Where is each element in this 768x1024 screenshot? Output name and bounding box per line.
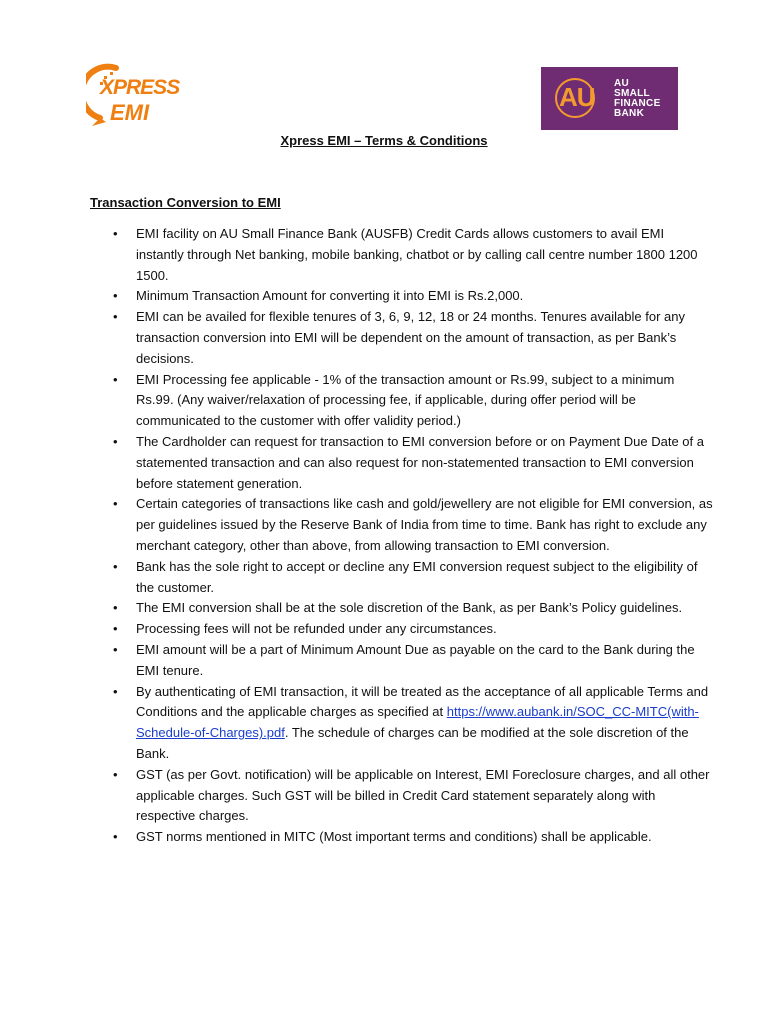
term-text: Processing fees will not be refunded under any circumstances.	[136, 621, 497, 637]
term-text: The Cardholder can request for transaction to EMI conversion before or on Payment Due Date of a statemented transaction and can also request for non-statemented transaction to EMI conversion before statement generation.	[136, 433, 704, 491]
svg-text:XPRESS	[99, 76, 180, 99]
term-text: By authenticating of EMI transaction, it will be treated as the acceptance of all applicable Terms and Conditions and the applicable charges as specified at	[136, 683, 709, 720]
list-item	[136, 432, 714, 494]
au-logo-line-2: SMALL	[614, 88, 650, 99]
term-text: . The schedule of charges can be modified at the sole discretion of the Bank.	[136, 725, 689, 761]
au-bank-logo	[541, 67, 678, 130]
svg-text:EMI	[110, 100, 150, 125]
au-logo-line-3: FINANCE	[614, 98, 661, 109]
term-text: Certain categories of transactions like cash and gold/jewellery are not eligible for EMI conversion, as per guidelines issued by the Reserve Bank of India from time to time. Bank has right to exclude any merchant category, other than above, from allowing transaction to EMI conversion.	[136, 496, 713, 553]
au-logo-mark: AU	[559, 82, 595, 112]
au-logo-line-1: AU	[614, 78, 630, 89]
term-text: EMI can be availed for flexible tenures of 3, 6, 9, 12, 18 or 24 months. Tenures available for any transaction conversion into EMI will be dependent on the amount of transaction, as per Bank’s decisions.	[136, 309, 685, 366]
list-item	[136, 557, 714, 599]
xpress-logo-line1: XPRESS	[100, 76, 180, 99]
schedule-of-charges-link[interactable]: https://www.aubank.in/SOC_CC-MITC(with-Schedule-of-Charges).pdf	[136, 704, 699, 741]
list-item	[136, 619, 714, 640]
term-text: Minimum Transaction Amount for converting it into EMI is Rs.2,000.	[136, 288, 524, 304]
xpress-logo-line2: EMI	[110, 100, 150, 125]
term-text: GST norms mentioned in MITC (Most important terms and conditions) shall be applicable.	[136, 829, 652, 845]
au-logo-wordmark	[614, 79, 661, 119]
list-item	[136, 224, 714, 286]
au-logo-line-4: BANK	[614, 108, 645, 119]
xpress-emi-logo	[86, 60, 198, 130]
term-text: EMI amount will be a part of Minimum Amount Due as payable on the card to the Bank during the EMI tenure.	[136, 641, 695, 678]
document-title: Xpress EMI – Terms & Conditions	[280, 133, 488, 148]
term-text: EMI Processing fee applicable - 1% of the transaction amount or Rs.99, subject to a minimum Rs.99. (Any waiver/relaxation of processing fee, if applicable, during offer period will be communicated to the customer with offer validity period.)	[136, 371, 675, 429]
xpress-emi-logo-graphic	[86, 60, 198, 130]
term-text: GST (as per Govt. notification) will be applicable on Interest, EMI Foreclosure charges, and all other applicable charges. Such GST will be billed in Credit Card statement separately along with respective charges.	[136, 766, 710, 824]
list-item	[136, 682, 714, 765]
list-item	[136, 765, 714, 827]
list-item	[136, 307, 714, 369]
list-item	[136, 370, 714, 432]
list-item	[136, 827, 714, 848]
section-heading: Transaction Conversion to EMI	[90, 195, 281, 210]
terms-list	[110, 224, 714, 848]
list-item	[136, 598, 714, 619]
term-text: Bank has the sole right to accept or decline any EMI conversion request subject to the eligibility of the customer.	[136, 558, 698, 595]
list-item	[136, 640, 714, 682]
term-text: EMI facility on AU Small Finance Bank (AUSFB) Credit Cards allows customers to avail EMI instantly through Net banking, mobile banking, chatbot or by calling call centre number 1800 1200 1500.	[136, 226, 698, 283]
term-text: The EMI conversion shall be at the sole discretion of the Bank, as per Bank’s Policy guidelines.	[136, 600, 683, 616]
list-item	[136, 286, 714, 307]
list-item	[136, 494, 714, 556]
